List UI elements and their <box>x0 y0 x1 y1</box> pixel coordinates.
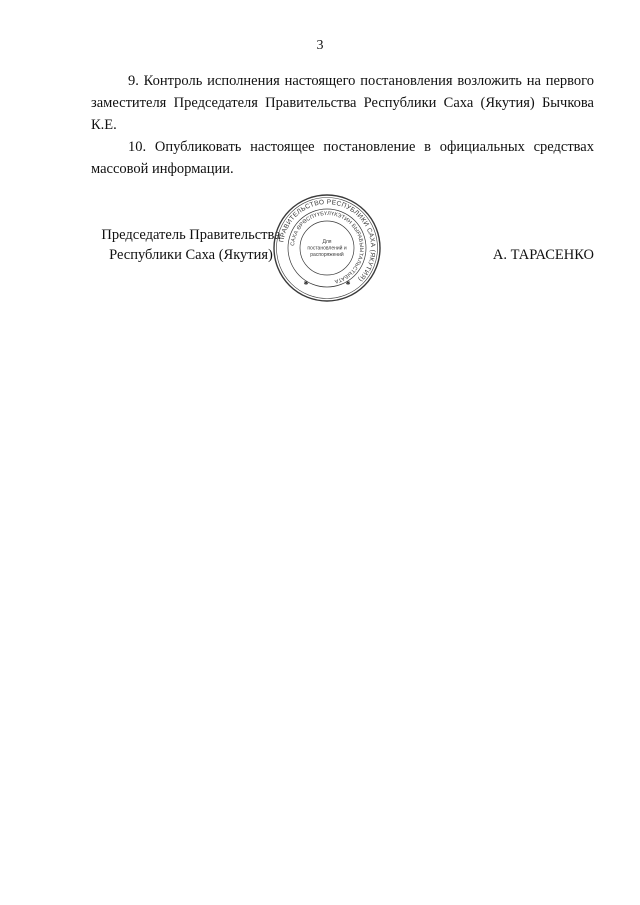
stamp-center-line1: Для <box>322 239 332 245</box>
document-body <box>91 70 594 180</box>
stamp-inner-ring-text: САХА ӨРӨСПҮҮБҮЛҮКЭТИН БЫРАБЫЫТАЛЬСТЫБАТА <box>290 210 365 285</box>
stamp-outer-ring-text: ПРАВИТЕЛЬСТВО РЕСПУБЛИКИ САХА (ЯКУТИЯ) <box>278 198 377 283</box>
stamp-center-line2: постановлений и <box>307 245 347 252</box>
paragraph-10: 10. Опубликовать настоящее постановление в официальных средствах массовой информации. <box>91 139 594 177</box>
signer-title-line2: Республики Саха (Якутия) <box>109 247 273 263</box>
signer-name: А. ТАРАСЕНКО <box>492 247 594 263</box>
signer-title <box>91 225 291 265</box>
stamp-center-line3: распоряжений <box>310 252 344 258</box>
stamp-star-left-icon: ✱ <box>303 281 309 287</box>
page-number: 3 <box>316 38 324 53</box>
paragraph-9: 9. Контроль исполнения настоящего постановления возложить на первого заместителя Председателя Правительства Республики Саха (Якутия) Бычкова К.Е. <box>91 73 594 133</box>
signer-title-line1: Председатель Правительства <box>101 227 281 243</box>
stamp-star-right-icon: ✱ <box>345 281 351 287</box>
official-seal-stamp <box>272 193 382 303</box>
